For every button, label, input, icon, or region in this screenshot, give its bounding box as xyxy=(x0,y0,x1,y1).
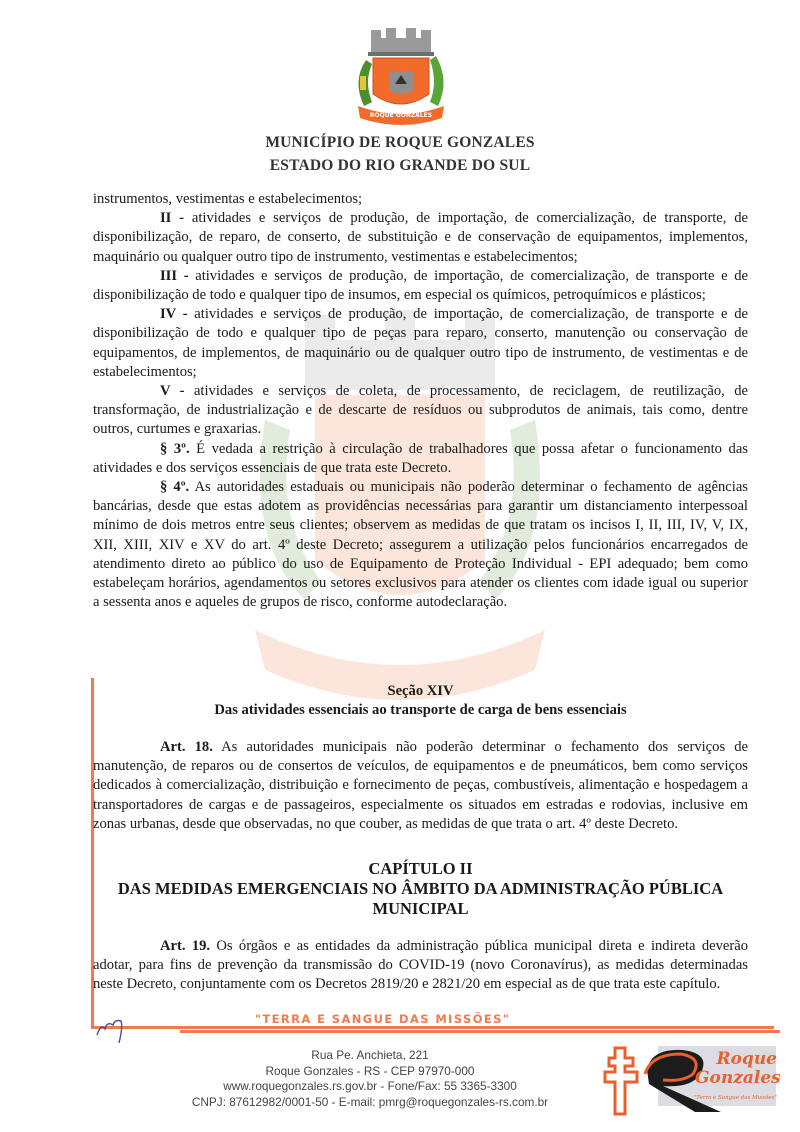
decree-continuation xyxy=(93,190,748,612)
crest-ribbon-text: ROQUE GONZALES xyxy=(369,112,433,119)
article-text: Os órgãos e as entidades da administração pública municipal direta e indireta deverão adotar, para fins de prevenção da transmissão do COVID-19 (novo Coronavírus), as medidas determinadas neste Decreto, conjuntamente com os Decretos 2819/20 e 2821/20 em especial as de que trata este capítulo. xyxy=(93,938,749,993)
inciso-label: III - xyxy=(160,267,189,284)
footer-cnpj-email: CNPJ: 87612982/0001-50 - E-mail: pmrg@roquegonzales-rs.com.br xyxy=(191,1094,549,1109)
footer-city: Roque Gonzales - RS - CEP 97970-000 xyxy=(265,1063,475,1078)
paragraph-text: É vedada a restrição à circulação de trabalhadores que possa afetar o funcionamento das atividades e dos serviços essenciais de que trata este Decreto. xyxy=(93,440,748,476)
inciso-iii xyxy=(93,267,748,305)
motto-text: "TERRA E SANGUE DAS MISSÕES" xyxy=(255,1012,511,1026)
inciso-v xyxy=(93,382,748,440)
inciso-label: II - xyxy=(160,210,185,227)
logo-motto: "Terra e Sangue das Missões" xyxy=(693,1095,777,1101)
inciso-iv xyxy=(93,305,748,382)
handwritten-initials-signature xyxy=(95,1013,135,1045)
article-text: As autoridades municipais não poderão determinar o fechamento dos serviços de manutenção, de reparos ou de consertos de veículos, de equipamentos e de pneumáticos, bem como serviços dedicados à comercialização, distribuição e fornecimento de peças, combustíveis, alimentação e hospedagem a transportadores de cargas e de passageiros, especialmente os situados em estradas e rodovias, inclusive em zonas urbanas, desde que observadas, no que couber, as medidas de que trata o art. 4º deste Decreto. xyxy=(93,739,748,832)
paragraph-text: As autoridades estaduais ou municipais não poderão determinar o fechamento de agências bancárias, desde que estas adotem as providências necessárias para garantir um distanciamento interpessoal mínimo de dois metros entre seus clientes; observem as medidas de que tratam os incisos I, II, III, IV, V, IX, XII, XIII, XIV e XV do art. 4º deste Decreto; assegurem a utilização pelos funcionários encarregados de atendimento direto ao público do uso de Equipamento de Proteção Individual - EPI adequado; bem como estabeleçam horários, agendamentos ou setores exclusivos para atender os clientes com idade igual ou superior a sessenta anos e aqueles de grupos de risco, conforme autodeclaração. xyxy=(93,479,748,611)
chapter-subtitle-line1: DAS MEDIDAS EMERGENCIAIS NO ÂMBITO DA ADMINISTRAÇÃO PÚBLICA xyxy=(117,879,724,898)
logo-name xyxy=(695,1049,781,1088)
footer-divider xyxy=(180,1030,780,1033)
logo-name-line2: Gonzales xyxy=(695,1068,781,1088)
paragraph-3 xyxy=(93,440,748,478)
chapter-title: CAPÍTULO II xyxy=(368,859,473,878)
inciso-text: atividades e serviços de produção, de importação, de comercialização, de transporte e de disponibilização de todo e qualquer tipo de peças para reparo, conserto, manutenção ou conservação de equipamentos, de implementos, de maquinário ou de qualquer outro tipo de instrumento, de vestimentas e de estabelecimentos; xyxy=(93,306,748,380)
article-label: Art. 19. xyxy=(160,938,211,954)
footer-contact xyxy=(170,1048,570,1110)
article-paragraph xyxy=(93,738,748,834)
paragraph-continuation: instrumentos, vestimentas e estabelecimentos; xyxy=(93,191,363,207)
section-subtitle: Das atividades essenciais ao transporte de carga de bens essenciais xyxy=(214,702,627,718)
inciso-label: IV - xyxy=(160,306,188,323)
inciso-label: V - xyxy=(160,383,185,400)
paragraph-4 xyxy=(93,478,748,612)
article-18 xyxy=(93,738,748,834)
article-paragraph xyxy=(93,937,748,995)
logo-name-line1: Roque xyxy=(716,1049,777,1069)
footer-web-phone: www.roquegonzales.rs.gov.br - Fone/Fax: 55 3365-3300 xyxy=(223,1079,517,1093)
inciso-text: atividades e serviços de produção, de importação, de comercialização, de transporte e de disponibilização de todo e qualquer tipo de insumos, em especial os químicos, petroquímicos e plásticos; xyxy=(93,267,748,304)
roque-gonzales-footer-logo xyxy=(603,1040,781,1118)
inciso-ii xyxy=(93,209,748,267)
inciso-text: atividades e serviços de coleta, de processamento, de reciclagem, de reutilização, de transformação, de industrialização e de descarte de resíduos ou subprodutos de animais, tais como, dentre outros, curtumes e graxarias. xyxy=(93,383,748,438)
paragraph-label: § 3º. xyxy=(160,440,190,457)
coat-of-arms-logo xyxy=(346,26,456,128)
chapter-subtitle-line2: MUNICIPAL xyxy=(372,899,469,918)
article-19 xyxy=(93,937,748,995)
inciso-text: atividades e serviços de produção, de importação, de comercialização, de transporte, de disponibilização, de reparo, de conserto, de substituição e de conservação de equipamentos, implementos, maquinário ou qualquer outro tipo de instrumento, vestimentas e estabelecimentos; xyxy=(93,210,748,265)
footer-address: Rua Pe. Anchieta, 221 xyxy=(311,1048,429,1062)
state-title: ESTADO DO RIO GRANDE DO SUL xyxy=(269,157,531,174)
paragraph-label: § 4º. xyxy=(160,479,190,496)
municipality-title: MUNICÍPIO DE ROQUE GONZALES xyxy=(265,134,535,151)
section-title: Seção XIV xyxy=(387,683,454,699)
article-label: Art. 18. xyxy=(160,739,213,755)
